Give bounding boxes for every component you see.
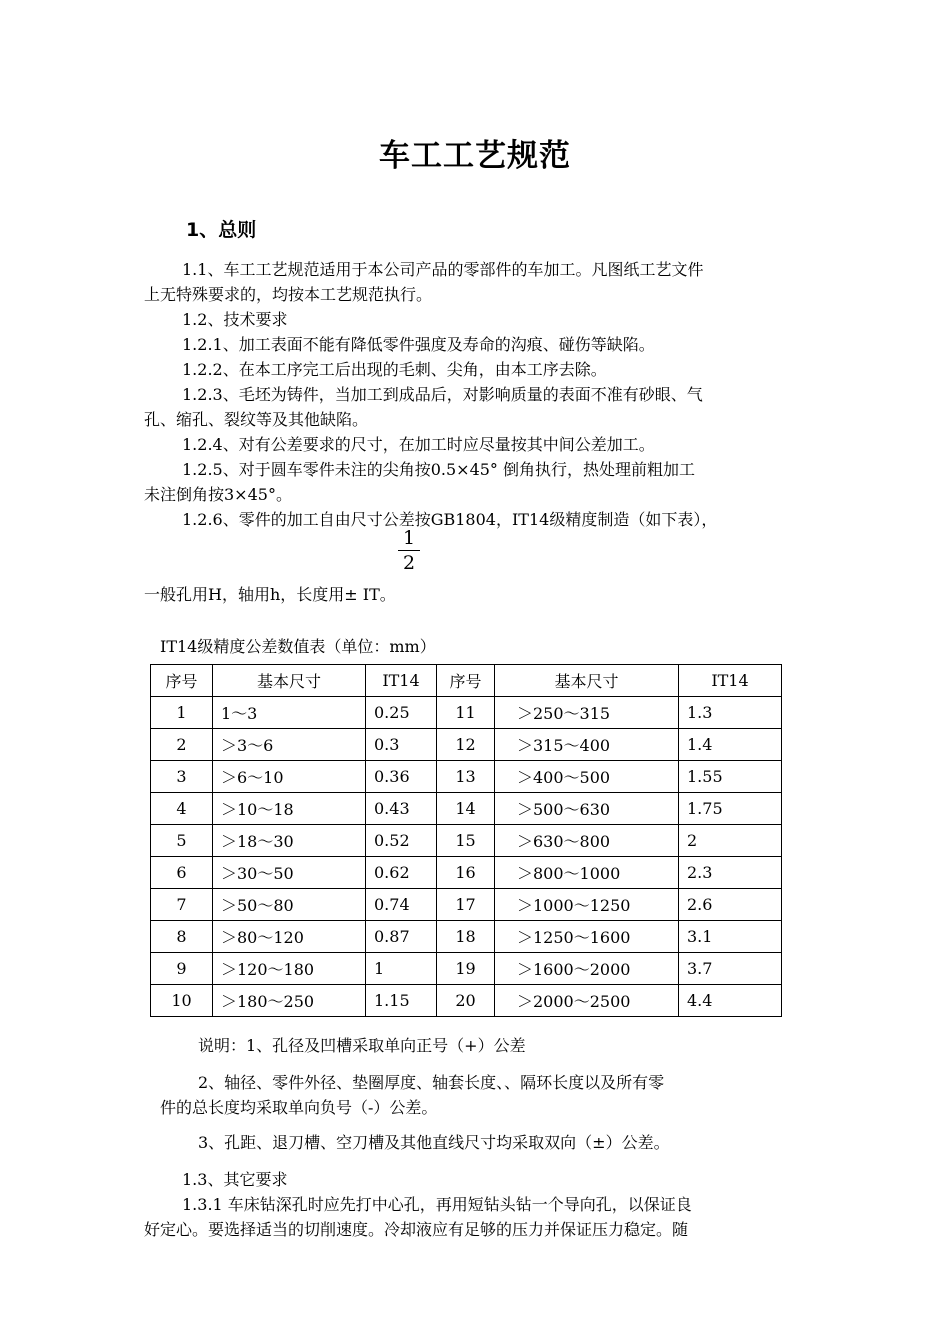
- cell-basic-size: 1～3: [213, 697, 366, 729]
- table-row: [151, 697, 782, 729]
- cell-it14: 2.6: [679, 889, 782, 921]
- paragraph-1-2: 1.2、技术要求: [182, 310, 288, 329]
- cell-index: 8: [151, 921, 213, 953]
- header-index: 序号: [151, 665, 213, 697]
- cell-it14: 0.36: [366, 761, 437, 793]
- table-row: [151, 793, 782, 825]
- cell-it14: 0.43: [366, 793, 437, 825]
- cell-basic-size: ＞630～800: [495, 825, 679, 857]
- header-index: 序号: [437, 665, 495, 697]
- paragraph-1-2-3: 1.2.3、毛坯为铸件，当加工到成品后，对影响质量的表面不准有砂眼、气: [182, 385, 703, 404]
- paragraph-1-1-cont: 上无特殊要求的，均按本工艺规范执行。: [144, 285, 433, 304]
- page-title: 车工工艺规范: [379, 138, 571, 174]
- cell-basic-size: ＞30～50: [213, 857, 366, 889]
- cell-it14: 0.52: [366, 825, 437, 857]
- paragraph-1-3-1-cont: 好定心。要选择适当的切削速度。冷却液应有足够的压力并保证压力稳定。随: [144, 1220, 689, 1239]
- table-caption: IT14级精度公差数值表（单位：mm）: [160, 637, 436, 656]
- cell-basic-size: ＞50～80: [213, 889, 366, 921]
- fraction-one-half: [398, 527, 420, 574]
- cell-index: 9: [151, 953, 213, 985]
- cell-index: 15: [437, 825, 495, 857]
- cell-it14: 1.55: [679, 761, 782, 793]
- fraction-numerator: 1: [402, 527, 416, 549]
- cell-it14: 0.3: [366, 729, 437, 761]
- cell-basic-size: ＞250～315: [495, 697, 679, 729]
- cell-index: 5: [151, 825, 213, 857]
- paragraph-1-2-4: 1.2.4、对有公差要求的尺寸，在加工时应尽量按其中间公差加工。: [182, 435, 655, 454]
- cell-it14: 4.4: [679, 985, 782, 1017]
- cell-it14: 2: [679, 825, 782, 857]
- cell-basic-size: ＞120～180: [213, 953, 366, 985]
- cell-it14: 1.3: [679, 697, 782, 729]
- cell-it14: 2.3: [679, 857, 782, 889]
- paragraph-1-2-5: 1.2.5、对于圆车零件未注的尖角按0.5×45° 倒角执行，热处理前粗加工: [182, 460, 696, 479]
- table-row: [151, 953, 782, 985]
- cell-index: 13: [437, 761, 495, 793]
- cell-index: 2: [151, 729, 213, 761]
- cell-it14: 0.87: [366, 921, 437, 953]
- cell-index: 7: [151, 889, 213, 921]
- paragraph-1-2-5-cont: 未注倒角按3×45°。: [144, 485, 292, 504]
- cell-index: 14: [437, 793, 495, 825]
- cell-it14: 1.75: [679, 793, 782, 825]
- cell-index: 4: [151, 793, 213, 825]
- table-row: [151, 729, 782, 761]
- paragraph-1-3: 1.3、其它要求: [182, 1170, 288, 1189]
- cell-it14: 1.4: [679, 729, 782, 761]
- paragraph-1-2-3-cont: 孔、缩孔、裂纹等及其他缺陷。: [144, 410, 369, 429]
- cell-basic-size: ＞315～400: [495, 729, 679, 761]
- fraction-denominator: 2: [402, 552, 416, 574]
- paragraph-1-2-6: 1.2.6、零件的加工自由尺寸公差按GB1804，IT14级精度制造（如下表），: [182, 510, 718, 529]
- cell-index: 12: [437, 729, 495, 761]
- cell-it14: 3.7: [679, 953, 782, 985]
- note-2: 2、轴径、零件外径、垫圈厚度、轴套长度、、隔环长度以及所有零: [198, 1073, 665, 1092]
- cell-index: 6: [151, 857, 213, 889]
- cell-basic-size: ＞10～18: [213, 793, 366, 825]
- section-heading-general: 1、总则: [186, 219, 257, 241]
- cell-basic-size: ＞800～1000: [495, 857, 679, 889]
- cell-basic-size: ＞6～10: [213, 761, 366, 793]
- cell-basic-size: ＞180～250: [213, 985, 366, 1017]
- table-header-row: [151, 665, 782, 697]
- cell-index: 17: [437, 889, 495, 921]
- table-row: [151, 921, 782, 953]
- cell-index: 20: [437, 985, 495, 1017]
- cell-index: 19: [437, 953, 495, 985]
- table-row: [151, 857, 782, 889]
- cell-index: 16: [437, 857, 495, 889]
- cell-basic-size: ＞400～500: [495, 761, 679, 793]
- cell-basic-size: ＞2000～2500: [495, 985, 679, 1017]
- cell-index: 11: [437, 697, 495, 729]
- cell-index: 3: [151, 761, 213, 793]
- cell-it14: 0.25: [366, 697, 437, 729]
- table-row: [151, 985, 782, 1017]
- cell-it14: 0.74: [366, 889, 437, 921]
- note-3: 3、孔距、退刀槽、空刀槽及其他直线尺寸均采取双向（±）公差。: [198, 1133, 670, 1152]
- paragraph-1-1: 1.1、车工工艺规范适用于本公司产品的零部件的车加工。凡图纸工艺文件: [182, 260, 704, 279]
- cell-basic-size: ＞1250～1600: [495, 921, 679, 953]
- header-basic-size: 基本尺寸: [213, 665, 366, 697]
- cell-basic-size: ＞3～6: [213, 729, 366, 761]
- table-row: [151, 825, 782, 857]
- paragraph-1-2-2: 1.2.2、在本工序完工后出现的毛刺、尖角，由本工序去除。: [182, 360, 607, 379]
- cell-index: 1: [151, 697, 213, 729]
- header-it14: IT14: [366, 665, 437, 697]
- paragraph-1-3-1: 1.3.1 车床钻深孔时应先打中心孔，再用短钻头钻一个导向孔，以保证良: [182, 1195, 692, 1214]
- cell-basic-size: ＞1600～2000: [495, 953, 679, 985]
- cell-it14: 3.1: [679, 921, 782, 953]
- cell-basic-size: ＞500～630: [495, 793, 679, 825]
- note-2-cont: 件的总长度均采取单向负号（-）公差。: [160, 1098, 438, 1117]
- cell-index: 10: [151, 985, 213, 1017]
- paragraph-general-tolerance: 一般孔用H，轴用h，长度用± IT。: [144, 585, 396, 604]
- cell-it14: 1.15: [366, 985, 437, 1017]
- paragraph-1-2-1: 1.2.1、加工表面不能有降低零件强度及寿命的沟痕、碰伤等缺陷。: [182, 335, 655, 354]
- header-basic-size: 基本尺寸: [495, 665, 679, 697]
- table-row: [151, 761, 782, 793]
- cell-it14: 0.62: [366, 857, 437, 889]
- cell-basic-size: ＞80～120: [213, 921, 366, 953]
- cell-index: 18: [437, 921, 495, 953]
- header-it14: IT14: [679, 665, 782, 697]
- note-1: 说明：1、孔径及凹槽采取单向正号（+）公差: [198, 1036, 526, 1055]
- cell-it14: 1: [366, 953, 437, 985]
- cell-basic-size: ＞1000～1250: [495, 889, 679, 921]
- fraction-bar: [398, 550, 420, 551]
- it14-tolerance-table: [150, 664, 782, 1017]
- table-row: [151, 889, 782, 921]
- cell-basic-size: ＞18～30: [213, 825, 366, 857]
